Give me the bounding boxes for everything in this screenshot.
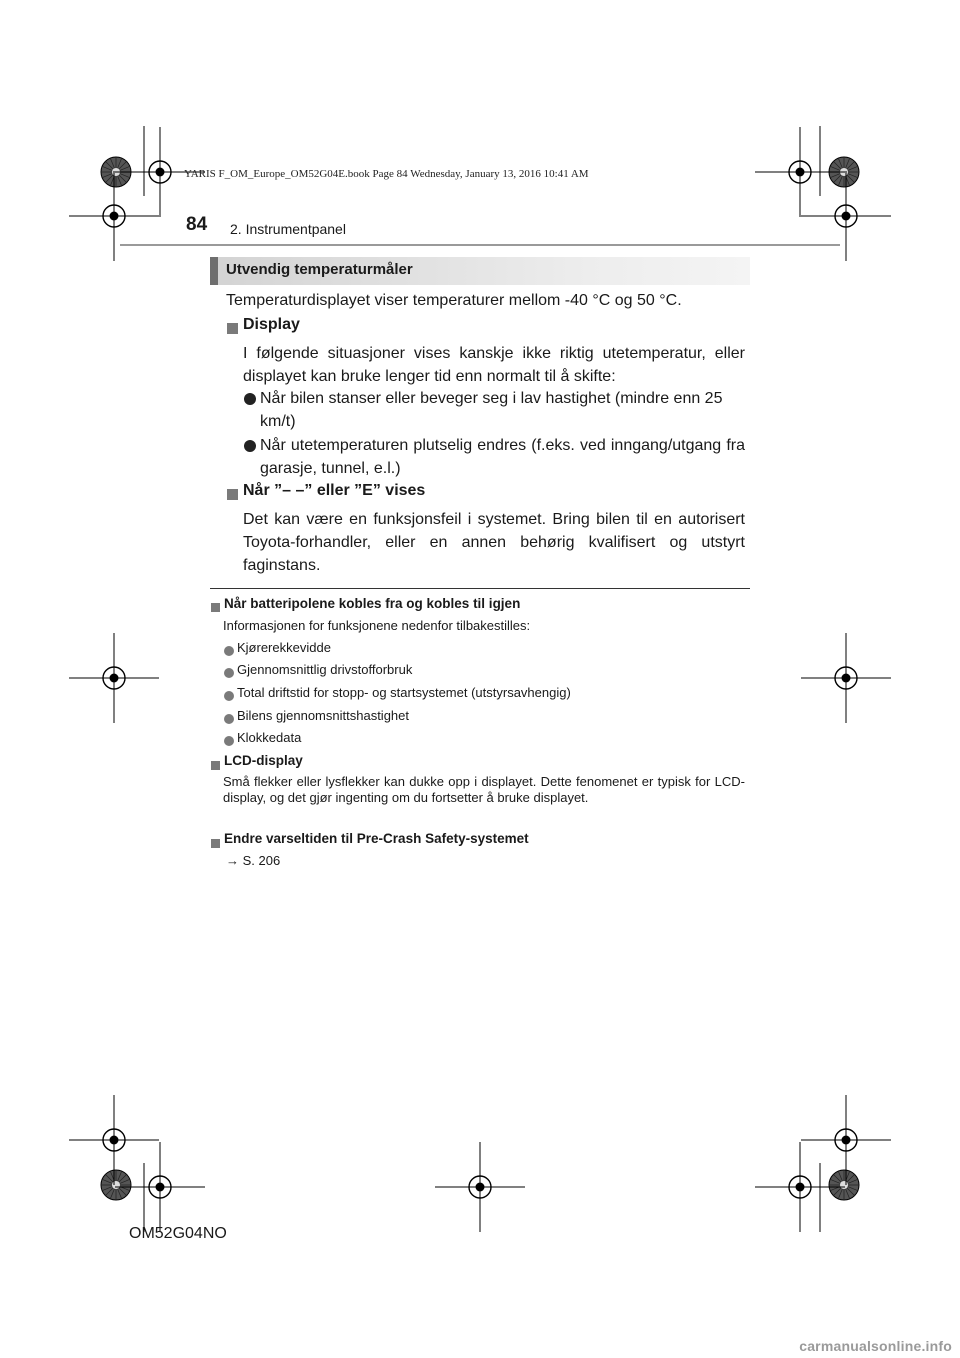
battery-item: Klokkedata — [237, 730, 302, 745]
bullet-dot-icon — [244, 392, 256, 410]
notes-divider — [210, 588, 750, 589]
battery-note-title: Når batteripolene kobles fra og kobles til igjen — [224, 596, 521, 611]
display-square-icon — [227, 321, 238, 339]
section-heading-title: Utvendig temperaturmåler — [226, 261, 413, 278]
fault-title: Når ”– –” eller ”E” vises — [243, 482, 426, 499]
battery-item: Bilens gjennomsnittshastighet — [237, 708, 409, 723]
display-title: Display — [243, 316, 300, 333]
header-rule — [120, 244, 840, 246]
battery-item: Kjørerekkevidde — [237, 640, 331, 655]
precrash-page-reference: → S. 206 — [226, 853, 281, 868]
battery-item: Gjennomsnittlig drivstofforbruk — [237, 662, 413, 677]
bullet-dot-icon — [244, 439, 256, 457]
display-text: I følgende situasjoner vises kanskje ikke riktig utetemperatur, eller displayet kan bruke lenger tid enn normalt til å skifte: — [243, 345, 745, 385]
bullet-dot-icon — [224, 688, 234, 706]
bullet-dot-icon — [224, 665, 234, 683]
lcd-note-title: LCD-display — [224, 753, 303, 768]
precrash-note-title: Endre varseltiden til Pre-Crash Safety-systemet — [224, 831, 529, 846]
note-square-icon — [211, 599, 220, 617]
battery-note-text: Informasjonen for funksjonene nedenfor tilbakestilles: — [223, 618, 531, 633]
chapter-title: 2. Instrumentpanel — [230, 221, 346, 237]
watermark: carmanualsonline.info — [799, 1338, 952, 1354]
bullet-dot-icon — [224, 733, 234, 751]
bullet-dot-icon — [224, 711, 234, 729]
intro-text: Temperaturdisplayet viser temperaturer mellom -40 °C og 50 °C. — [226, 292, 682, 309]
fault-square-icon — [227, 487, 238, 505]
bullet-dot-icon — [224, 643, 234, 661]
section-heading — [210, 257, 750, 285]
note-square-icon — [211, 835, 220, 853]
fault-text: Det kan være en funksjonsfeil i systemet. Bring bilen til en autorisert Toyota-forhandler, eller en annen behørig kvalifisert og utstyrt faginstans. — [243, 511, 745, 574]
note-square-icon — [211, 757, 220, 775]
section-heading-bar — [210, 257, 218, 285]
page-number: 84 — [186, 214, 208, 235]
book-info: YARIS F_OM_Europe_OM52G04E.book Page 84 Wednesday, January 13, 2016 10:41 AM — [184, 168, 589, 180]
display-bullet-1: Når bilen stanser eller beveger seg i lav hastighet (mindre enn 25 km/t) — [260, 390, 723, 430]
lcd-note-text: Små flekker eller lysflekker kan dukke opp i displayet. Dette fenomenet er typisk for LCD-display, og det gjør ingenting om du fortsetter å bruke displayet. — [223, 774, 745, 805]
footer-code: OM52G04NO — [129, 1225, 227, 1242]
battery-item: Total driftstid for stopp- og startsystemet (utstyrsavhengig) — [237, 685, 571, 700]
display-bullet-2: Når utetemperaturen plutselig endres (f.eks. ved inngang/utgang fra garasje, tunnel, e.l.) — [260, 437, 745, 477]
